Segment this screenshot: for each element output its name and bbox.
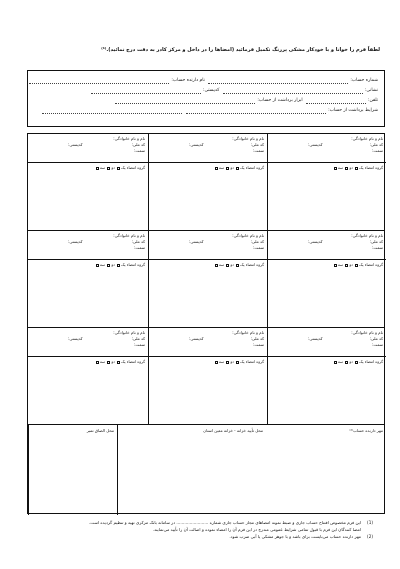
group-one-checkbox[interactable]	[355, 264, 358, 267]
address-line	[34, 87, 378, 94]
tools-label: ابزار برداشت از حساب:	[257, 98, 303, 103]
group-two-checkbox[interactable]	[107, 167, 110, 170]
group-two-label: دو	[230, 262, 234, 267]
group-two-checkbox[interactable]	[345, 264, 348, 267]
signer-info	[149, 328, 267, 357]
conditions-field[interactable]	[186, 109, 326, 114]
group-label: گروه امضاء یک	[121, 165, 145, 170]
signer-id-label: کد ملی:	[250, 142, 264, 147]
group-one-checkbox[interactable]	[117, 264, 120, 267]
signature-cell[interactable]	[267, 231, 386, 327]
group-two-label: دو	[349, 262, 353, 267]
footnote-1	[28, 519, 373, 526]
signer-id-label: کد ملی:	[369, 336, 383, 341]
signer-name-label: نام و نام خانوادگی:	[232, 330, 264, 335]
footnote-text: مهر دارنده حساب می‌بایست برای باشد و با جوهر مشکی یا آبی ضرب شود.	[229, 534, 361, 539]
group-three-label: سه	[99, 165, 106, 170]
group-two-label: دو	[230, 165, 234, 170]
group-label: گروه امضاء یک	[121, 359, 145, 364]
footnote-number: (2)	[367, 534, 373, 539]
signer-name-label: نام و نام خانوادگی:	[232, 233, 264, 238]
footnote-2	[28, 533, 373, 540]
signer-id-label: کد ملی:	[369, 142, 383, 147]
form-title: لطفاً فرم را خوانا و با خودکار مشکی پررنگ تکمیل فرمائید (امضاها را در داخل و مرکز کادر به دقت درج نمائید).⁽¹⁾	[101, 47, 380, 53]
group-three-checkbox[interactable]	[334, 361, 337, 364]
signer-name-label: نام و نام خانوادگی:	[113, 136, 145, 141]
signer-postal-label: کدپستی:	[68, 336, 83, 341]
group-three-checkbox[interactable]	[96, 361, 99, 364]
signer-position-label: سمت:	[253, 342, 264, 347]
signature-row	[28, 328, 384, 425]
conditions-line	[34, 107, 378, 114]
group-three-checkbox[interactable]	[215, 167, 218, 170]
signature-cell[interactable]	[267, 328, 386, 424]
account-info-box	[27, 70, 385, 127]
signer-info	[268, 134, 386, 163]
group-one-checkbox[interactable]	[355, 167, 358, 170]
group-three-label: سه	[337, 262, 344, 267]
signer-postal-label: کدپستی:	[68, 142, 83, 147]
signer-info	[149, 134, 267, 163]
conditions-field-ext	[42, 109, 182, 114]
signer-postal-label: کدپستی:	[189, 336, 204, 341]
group-one-checkbox[interactable]	[117, 361, 120, 364]
group-two-label: دو	[111, 262, 115, 267]
account-number-field[interactable]	[208, 79, 348, 84]
holder-name-label: نام دارنده حساب:	[171, 78, 205, 83]
signer-name-label: نام و نام خانوادگی:	[351, 136, 383, 141]
group-two-label: دو	[349, 165, 353, 170]
group-one-checkbox[interactable]	[355, 361, 358, 364]
signer-postal-label: کدپستی:	[189, 239, 204, 244]
signer-name-label: نام و نام خانوادگی:	[351, 233, 383, 238]
signer-name-label: نام و نام خانوادگی:	[232, 136, 264, 141]
group-two-checkbox[interactable]	[345, 361, 348, 364]
footnote-1b	[28, 526, 373, 533]
group-two-label: دو	[230, 359, 234, 364]
group-three-checkbox[interactable]	[334, 167, 337, 170]
signer-info	[149, 231, 267, 260]
signature-group	[214, 359, 264, 364]
postal-label: کدپستی:	[202, 88, 220, 93]
signature-cell[interactable]	[148, 134, 267, 230]
group-two-checkbox[interactable]	[107, 361, 110, 364]
group-label: گروه امضاء یک	[240, 359, 264, 364]
signer-postal-label: کدپستی:	[308, 336, 323, 341]
tools-field[interactable]	[115, 99, 255, 104]
signer-id-label: کد ملی:	[250, 239, 264, 244]
group-label: گروه امضاء یک	[240, 165, 264, 170]
signer-position-label: سمت:	[253, 245, 264, 250]
footnote-text: امضا کنندگان این فرم با قبول تمامی شرایط عمومی مندرج در این فرم آن را امضاء نموده و اصالت آن را تأیید می‌نمایند.	[152, 527, 361, 532]
signature-group	[214, 262, 264, 267]
signature-cell[interactable]	[267, 134, 386, 230]
signer-postal-label: کدپستی:	[308, 239, 323, 244]
phone-label: تلفن:	[368, 98, 378, 103]
footnote-number: (1)	[367, 520, 373, 525]
signer-position-label: سمت:	[253, 148, 264, 153]
signer-info	[268, 328, 386, 357]
group-one-checkbox[interactable]	[236, 167, 239, 170]
signature-cell[interactable]	[148, 328, 267, 424]
signer-name-label: نام و نام خانوادگی:	[113, 233, 145, 238]
signer-position-label: سمت:	[372, 245, 383, 250]
group-three-checkbox[interactable]	[334, 264, 337, 267]
address-label: نشانی:	[364, 88, 378, 93]
stamp-row	[28, 425, 384, 515]
signer-postal-label: کدپستی:	[68, 239, 83, 244]
group-two-checkbox[interactable]	[345, 167, 348, 170]
stamp-label: محل الصاق تمبر	[86, 428, 114, 433]
signer-id-label: کد ملی:	[131, 239, 145, 244]
signature-cell[interactable]	[28, 134, 148, 230]
phone-line	[34, 97, 378, 104]
group-three-label: سه	[218, 165, 225, 170]
footnotes	[28, 519, 373, 540]
signer-info	[28, 328, 148, 357]
signature-row	[28, 134, 384, 231]
group-three-checkbox[interactable]	[96, 264, 99, 267]
signature-grid	[27, 133, 385, 514]
signer-info	[268, 231, 386, 260]
signature-group	[95, 262, 145, 267]
group-three-label: سه	[337, 165, 344, 170]
group-two-checkbox[interactable]	[107, 264, 110, 267]
group-label: گروه امضاء یک	[359, 165, 383, 170]
signature-group	[333, 165, 383, 170]
group-two-label: دو	[111, 359, 115, 364]
group-label: گروه امضاء یک	[359, 262, 383, 267]
signature-group	[333, 359, 383, 364]
group-two-checkbox[interactable]	[226, 167, 229, 170]
signer-id-label: کد ملی:	[131, 336, 145, 341]
group-label: گروه امضاء یک	[240, 262, 264, 267]
signer-info	[28, 134, 148, 163]
stamp-cell[interactable]	[28, 425, 117, 515]
signature-row	[28, 231, 384, 328]
signature-cell[interactable]	[28, 231, 148, 327]
group-two-checkbox[interactable]	[226, 264, 229, 267]
holder-seal-label: مهر دارنده حساب⁽²⁾	[349, 428, 383, 433]
group-three-label: سه	[99, 359, 106, 364]
holder-name-field[interactable]	[29, 79, 169, 84]
group-three-label: سه	[218, 262, 225, 267]
signature-group	[95, 359, 145, 364]
account-line	[34, 77, 378, 84]
postal-field[interactable]	[91, 89, 201, 94]
address-field[interactable]	[223, 89, 363, 94]
signer-postal-label: کدپستی:	[189, 142, 204, 147]
signature-cell[interactable]	[28, 328, 148, 424]
group-two-label: دو	[111, 165, 115, 170]
footnote-text: این فرم مخصوص افتتاح حساب جاری و ضبط نمونه امضاهای مجاز حساب جاری شماره ........................ در سامانه بانک مرکزی تهیه و تنظیم گردیده است.	[88, 520, 361, 525]
group-three-checkbox[interactable]	[215, 361, 218, 364]
group-two-label: دو	[349, 359, 353, 364]
group-three-label: سه	[218, 359, 225, 364]
signer-position-label: سمت:	[372, 148, 383, 153]
signer-position-label: سمت:	[134, 245, 145, 250]
group-one-checkbox[interactable]	[236, 264, 239, 267]
signer-id-label: کد ملی:	[131, 142, 145, 147]
signature-group	[95, 165, 145, 170]
group-label: گروه امضاء یک	[359, 359, 383, 364]
signer-position-label: سمت:	[372, 342, 383, 347]
signer-id-label: کد ملی:	[250, 336, 264, 341]
treasury-cell[interactable]	[117, 425, 266, 515]
phone-field[interactable]	[306, 99, 366, 104]
conditions-label: شرایط برداشت از حساب:	[328, 108, 378, 113]
treasury-label: محل تأیید خزانه - خزانه معین استان	[203, 428, 263, 433]
group-two-checkbox[interactable]	[226, 361, 229, 364]
group-three-checkbox[interactable]	[96, 167, 99, 170]
signer-id-label: کد ملی:	[369, 239, 383, 244]
group-one-checkbox[interactable]	[117, 167, 120, 170]
signature-cell[interactable]	[148, 231, 267, 327]
signer-position-label: سمت:	[134, 342, 145, 347]
signer-name-label: نام و نام خانوادگی:	[113, 330, 145, 335]
holder-seal-cell[interactable]	[266, 425, 386, 515]
signer-name-label: نام و نام خانوادگی:	[351, 330, 383, 335]
signer-position-label: سمت:	[134, 148, 145, 153]
group-three-checkbox[interactable]	[215, 264, 218, 267]
group-three-label: سه	[337, 359, 344, 364]
account-number-label: شماره حساب:	[350, 78, 378, 83]
group-one-checkbox[interactable]	[236, 361, 239, 364]
signer-postal-label: کدپستی:	[308, 142, 323, 147]
group-label: گروه امضاء یک	[121, 262, 145, 267]
group-three-label: سه	[99, 262, 106, 267]
signature-group	[214, 165, 264, 170]
signature-group	[333, 262, 383, 267]
signer-info	[28, 231, 148, 260]
